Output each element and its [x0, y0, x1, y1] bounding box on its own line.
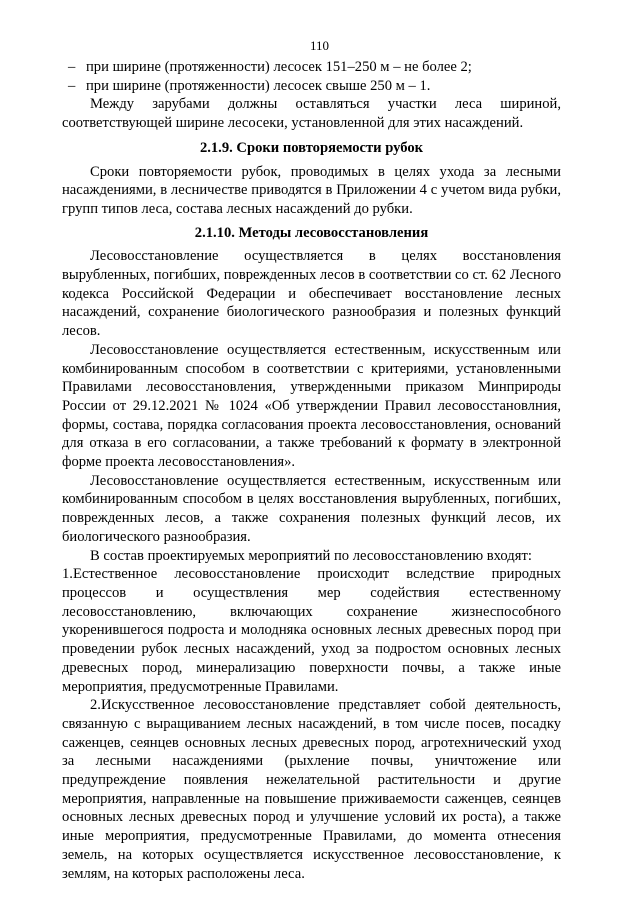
paragraph-reforestation-purpose: Лесовосстановление осуществляется в целях восстановления вырубленных, погибших, поврежденных лесов в соответствии со ст. 62 Лесного кодекса Российской Федерации и обеспечивает восстановление лесных насаждений, сохранение биологического разнообразия и полезных функций лесов. [62, 248, 561, 340]
list-item-text: при ширине (протяженности) лесосек 151–250 м – не более 2; [86, 59, 472, 75]
paragraph-reforestation-methods: Лесовосстановление осуществляется естественным, искусственным или комбинированным способом в соответствии с критериями, установленными Правилами лесовосстановления, утвержденными приказом Минприроды России от 29.12.2021 № 1024 «Об утверждении Правил лесовосстановлния, формы, состава, порядка согласования проекта лесовосстановления, оснований для отказа в его согласовании, а также требований к формату в электронной форме проекта лесовосстановления». [62, 341, 561, 471]
paragraph-between-cuts: Между зарубами должны оставляться участки леса шириной, соответствующей ширине лесосеки, установленной для этих насаждений. [62, 96, 561, 132]
list-item-text: при ширине (протяженности) лесосек свыше 250 м – 1. [86, 77, 431, 94]
page-content [62, 58, 561, 883]
paragraph-planned-measures: В состав проектируемых мероприятий по лесовосстановлению входят: [90, 547, 532, 564]
section-heading-2-1-10: 2.1.10. Методы лесовосстановления [194, 224, 429, 241]
paragraph-reforestation-goals: Лесовосстановление осуществляется естественным, искусственным или комбинированным способом в целях восстановления вырубленных, погибших, поврежденных лесов, а также сохранения полезных функций лесов, их биологического разнообразия. [62, 472, 561, 545]
dash-marker: – [68, 77, 76, 94]
list-item [62, 58, 561, 77]
page-number: 110 [309, 38, 330, 53]
section-heading-2-1-9: 2.1.9. Сроки повторяемости рубок [199, 139, 424, 156]
dash-marker: – [68, 59, 76, 75]
numbered-item-artificial: 2.Искусственное лесовосстановление представляет собой деятельность, связанную с выращиванием лесных насаждений, в том числе посев, посадку саженцев, сеянцев основных лесных древесных пород, агротехнический уход за лесными насаждениями (рыхление почвы, уничтожение или предупреждение появления нежелательной растительности и другие мероприятия, направленные на повышение приживаемости саженцев, сеянцев основных лесных древесных пород и улучшение условий их роста), а также иные мероприятия, предусмотренные Правилами, до момента отнесения земель, на которых осуществляется искусственное лесовосстановление, к землям, на которых расположены леса. [62, 697, 561, 882]
list-item [62, 77, 561, 96]
paragraph-repeat-periods: Сроки повторяемости рубок, проводимых в целях ухода за лесными насаждениями, в лесничестве приводятся в Приложении 4 с учетом вида рубки, групп типов леса, состава лесных насаждений до рубки. [62, 163, 561, 217]
numbered-item-natural: 1.Естественное лесовосстановление происходит вследствие природных процессов и осуществления мер содействия естественному лесовосстановлению, включающих сохранение жизнеспособного укоренившегося подроста и молодняка основных лесных древесных пород при проведении рубок лесных насаждений, уход за подростом основных лесных древесных пород, минерализацию поверхности почвы, а также иные мероприятия, предусмотренные Правилами. [62, 566, 561, 695]
